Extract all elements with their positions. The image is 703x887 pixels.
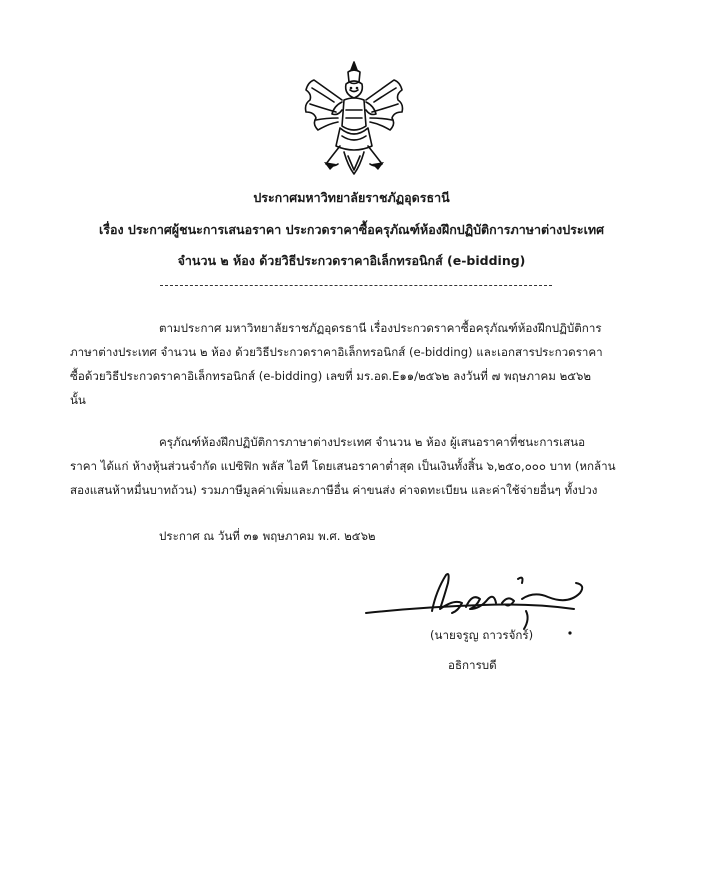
announcement-date: ประกาศ ณ วันที่ ๓๑ พฤษภาคม พ.ศ. ๒๕๖๒ <box>159 529 376 543</box>
paragraph-1-line-2: ภาษาต่างประเทศ จำนวน ๒ ห้อง ด้วยวิธีประกวดราคาอิเล็กทรอนิกส์ (e-bidding) และเอกสารประกวดราคา <box>70 345 603 359</box>
announcement-subject-continued: จำนวน ๒ ห้อง ด้วยวิธีประกวดราคาอิเล็กทรอนิกส์ (e-bidding) <box>177 253 526 268</box>
paragraph-2-line-1: ครุภัณฑ์ห้องฝึกปฏิบัติการภาษาต่างประเทศ จำนวน ๒ ห้อง ผู้เสนอราคาที่ชนะการเสนอ <box>159 435 586 449</box>
title-divider <box>160 285 552 286</box>
paragraph-2-line-2: ราคา ได้แก่ ห้างหุ้นส่วนจำกัด แปซิฟิก พลัส ไอที โดยเสนอราคาต่ำสุด เป็นเงินทั้งสิ้น ๖,๒๕๐,๐๐๐ บาท (หกล้าน <box>70 459 616 473</box>
paragraph-1-line-3: ซื้อด้วยวิธีประกวดราคาอิเล็กทรอนิกส์ (e-bidding) เลขที่ มร.อด.E๑๑/๒๕๖๒ ลงวันที่ ๗ พฤษภาคม ๒๕๖๒ <box>70 369 591 383</box>
paragraph-2-line-3: สองแสนห้าหมื่นบาทถ้วน) รวมภาษีมูลค่าเพิ่มและภาษีอื่น ค่าขนส่ง ค่าจดทะเบียน และค่าใช้จ่ายอื่นๆ ทั้งปวง <box>70 483 598 497</box>
garuda-emblem-icon <box>298 60 410 178</box>
signer-name: (นายจรูญ ถาวรจักร์) <box>430 628 534 642</box>
signer-position: อธิการบดี <box>448 658 497 672</box>
paragraph-1-line-4: นั้น <box>70 393 86 407</box>
announcement-title: ประกาศมหาวิทยาลัยราชภัฏอุดรธานี <box>253 190 450 205</box>
announcement-subject: เรื่อง ประกาศผู้ชนะการเสนอราคา ประกวดราคาซื้อครุภัณฑ์ห้องฝึกปฏิบัติการภาษาต่างประเทศ <box>98 222 605 237</box>
paragraph-1-line-1: ตามประกาศ มหาวิทยาลัยราชภัฏอุดรธานี เรื่องประกวดราคาซื้อครุภัณฑ์ห้องฝึกปฏิบัติการ <box>159 321 602 335</box>
